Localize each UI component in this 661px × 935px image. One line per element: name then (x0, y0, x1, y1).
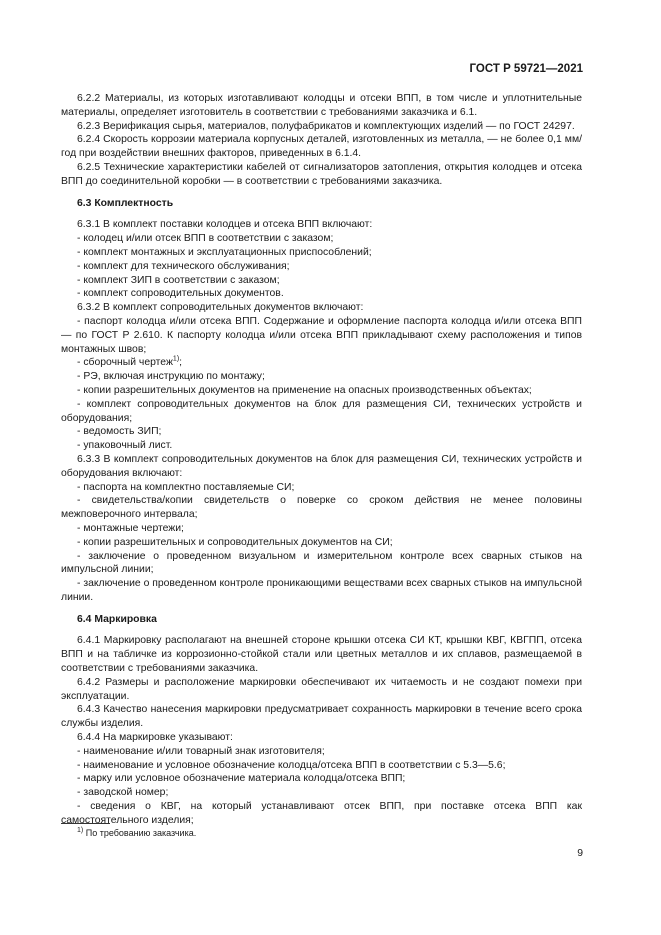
list-item: - колодец и/или отсек ВПП в соответствии с заказом; (77, 233, 334, 245)
list-item: - упаковочный лист. (77, 440, 173, 452)
list-item (61, 356, 582, 370)
list-item: - копии разрешительных документов на применение на опасных производственных объектах; (77, 384, 532, 396)
list-item: - заключение о проведенном контроле проникающими веществами всех сварных стыков на импульсной линии. (61, 578, 583, 603)
paragraph-6-4-3: 6.4.3 Качество нанесения маркировки предусматривает сохранность маркировки в течение всего срока службы изделия. (61, 704, 582, 730)
paragraph-6-2-3: 6.2.3 Верификация сырья, материалов, полуфабрикатов и комплектующих изделий — по ГОСТ 24297. (77, 120, 575, 132)
list-item: - комплект сопроводительных документов. (77, 288, 284, 300)
list-item: - заводской номер; (77, 787, 169, 799)
list-item: - паспорт колодца и/или отсека ВПП. Содержание и оформление паспорта колодца и/или отсека ВПП — по ГОСТ Р 2.610. К паспорту колодца и/или отсека ВПП прикладывают схему расположения и типов монтажных швов; (61, 315, 582, 355)
list-item: - комплект ЗИП в соответствии с заказом; (77, 274, 280, 286)
list-item-punctuation: ; (179, 357, 183, 369)
paragraph-6-4-4: 6.4.4 На маркировке указывают: (77, 732, 233, 744)
list-item: - комплект монтажных и эксплуатационных приспособлений; (77, 246, 372, 258)
list-item: - наименование и условное обозначение колодца/отсека ВПП в соответствии с 5.3—5.6; (77, 759, 506, 771)
page-number: 9 (577, 848, 583, 859)
footnote-text: По требованию заказчика. (85, 828, 197, 838)
footnote-mark: 1) (77, 827, 84, 834)
page-body (61, 92, 582, 828)
paragraph-6-3-2: 6.3.2 В комплект сопроводительных документов включают: (77, 302, 364, 314)
paragraph-6-2-5: 6.2.5 Технические характеристики кабелей от сигнализаторов затопления, открытия колодцев и отсека ВПП до соединительной коробки — в соответствии с требованиями заказчика. (61, 161, 582, 187)
list-item: - марку или условное обозначение материала колодца/отсека ВПП; (77, 773, 406, 785)
paragraph-6-2-4: 6.2.4 Скорость коррозии материала корпусных деталей, изготовленных из металла, — не более 0,1 мм/год при воздействии внешних факторов, приведенных в 6.1.4. (61, 134, 582, 160)
list-item: - свидетельства/копии свидетельств о поверке со сроком действия не менее половины межповерочного интервала; (61, 495, 582, 521)
footnote (77, 828, 196, 838)
list-item: - ведомость ЗИП; (77, 426, 162, 438)
paragraph-6-2-2: 6.2.2 Материалы, из которых изготавливают колодцы и отсеки ВПП, в том числе и уплотнительные материалы, определяет изготовитель в соответствии с требованиями заказчика и 6.1. (61, 93, 582, 118)
list-item: - паспорта на комплектно поставляемые СИ; (77, 481, 295, 493)
paragraph-6-3-1: 6.3.1 В комплект поставки колодцев и отсека ВПП включают: (77, 219, 373, 231)
paragraph-6-3-3: 6.3.3 В комплект сопроводительных документов на блок для размещения СИ, технических устройств и оборудования включают: (61, 453, 582, 479)
list-item: - РЭ, включая инструкцию по монтажу; (77, 371, 265, 383)
list-item: - заключение о проведенном визуальном и измерительном контроле всех сварных стыков на импульсной линии; (61, 550, 582, 576)
list-item: - комплект для технического обслуживания; (77, 260, 290, 272)
list-item: - сведения о КВГ, на который устанавливают отсек ВПП, при поставке отсека ВПП как самостоятельного изделия; (61, 801, 582, 826)
section-heading-6-4: 6.4 Маркировка (77, 613, 157, 625)
document-number: ГОСТ Р 59721—2021 (469, 63, 583, 75)
list-item: - наименование и/или товарный знак изготовителя; (77, 745, 325, 757)
footnote-reference: 1) (172, 355, 180, 363)
list-item-text: - сборочный чертеж (77, 357, 173, 369)
list-item: - монтажные чертежи; (77, 522, 184, 534)
paragraph-6-4-1: 6.4.1 Маркировку располагают на внешней стороне крышки отсека СИ КТ, крышки КВГ, КВГПП, отсека ВПП и на табличке из коррозионно-стойкой стали или цветных металлов и их сплавов, размещаемой в соответствии с требованиями заказчика. (61, 635, 582, 675)
section-heading-6-3: 6.3 Комплектность (77, 197, 174, 209)
list-item: - комплект сопроводительных документов на блок для размещения СИ, технических устройств и оборудования; (61, 398, 582, 424)
list-item: - копии разрешительных и сопроводительных документов на СИ; (77, 536, 393, 548)
footnote-divider (61, 823, 110, 824)
paragraph-6-4-2: 6.4.2 Размеры и расположение маркировки обеспечивают их читаемость и не создают помехи при эксплуатации. (61, 676, 582, 702)
